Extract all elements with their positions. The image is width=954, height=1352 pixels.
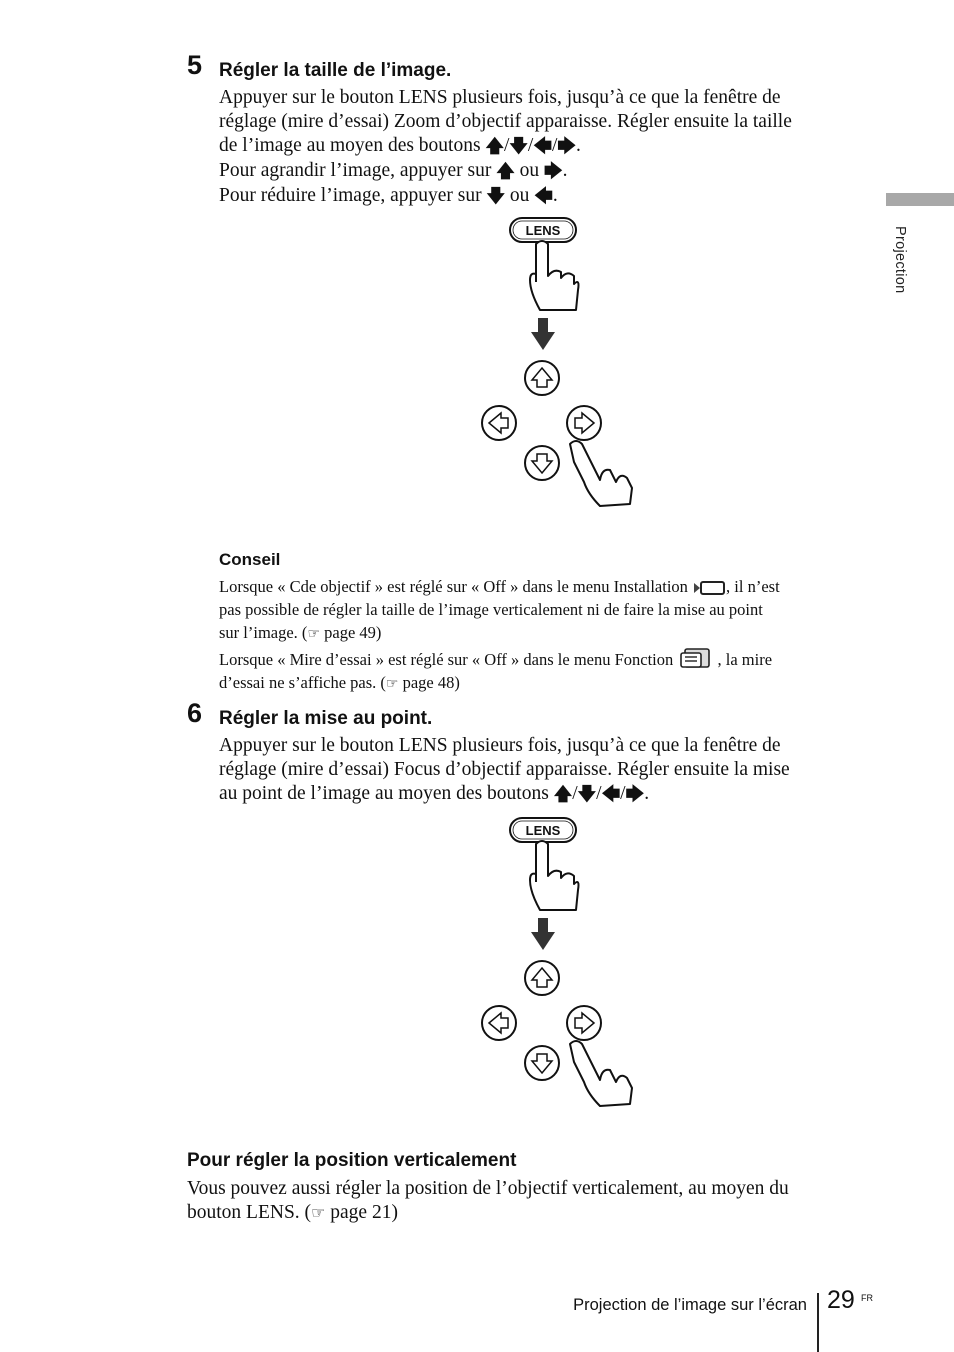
text-span: de l’image au moyen des boutons <box>219 135 481 156</box>
arrow-up-icon: 🡅 <box>485 136 504 157</box>
lens-button <box>510 818 576 842</box>
arrow-down-icon: 🡇 <box>577 784 597 805</box>
arrow-down-icon: 🡇 <box>486 186 506 207</box>
language-code: FR <box>861 1293 873 1303</box>
text-span: page 48) <box>398 673 460 692</box>
text-line: réglage (mire d’essai) Focus d’objectif apparaisse. Régler ensuite la mise <box>219 759 790 780</box>
arrow-right-icon: 🡆 <box>625 784 645 805</box>
side-tab-marker <box>886 193 954 206</box>
tip-heading: Conseil <box>219 550 281 569</box>
text-span: Pour réduire l’image, appuyer sur <box>219 185 482 206</box>
pointing-hand-icon <box>570 1041 632 1106</box>
footer-divider <box>817 1293 819 1352</box>
step-number: 6 <box>187 698 203 728</box>
pointing-hand-icon <box>570 441 632 506</box>
text-span: , il n’est <box>726 577 780 596</box>
lens-button-label: LENS <box>525 823 561 838</box>
text-span: , la mire <box>717 650 773 669</box>
text-line: de l’image au moyen des boutons 🡅/🡇/🡄/🡆. <box>219 135 581 157</box>
text-span: au point de l’image au moyen des boutons <box>219 783 549 804</box>
pointing-finger-icon: ☞ <box>385 676 399 692</box>
text-line: Pour réduire l’image, appuyer sur 🡇 ou 🡄. <box>219 185 558 207</box>
text-line: réglage (mire d’essai) Zoom d’objectif apparaisse. Régler ensuite la taille <box>219 111 792 132</box>
pointing-finger-icon: ☞ <box>311 1203 326 1222</box>
text-line <box>219 575 780 598</box>
text-span: bouton LENS. ( <box>187 1202 312 1223</box>
arrow-left-icon: 🡄 <box>534 186 553 207</box>
pointing-finger-icon: ☞ <box>307 626 320 642</box>
lens-zoom-diagram <box>470 212 650 512</box>
pointing-hand-icon <box>530 241 579 310</box>
arrow-right-icon: 🡆 <box>544 161 563 182</box>
footer-section-title: Projection de l’image sur l’écran <box>573 1296 807 1314</box>
arrow-up-icon: 🡅 <box>553 784 573 805</box>
section-heading: Pour régler la position verticalement <box>187 1150 517 1171</box>
lens-button-label: LENS <box>525 223 561 238</box>
text-span: Pour agrandir l’image, appuyer sur <box>219 160 492 181</box>
tip-paragraph <box>219 575 780 696</box>
function-menu-icon <box>677 646 713 670</box>
installation-menu-icon <box>692 579 726 597</box>
text-line <box>187 1201 789 1225</box>
down-arrow-icon <box>531 318 555 350</box>
text-line: Vous pouvez aussi régler la position de l’objectif verticalement, au moyen du <box>187 1178 789 1199</box>
lens-button <box>510 218 576 242</box>
arrow-up-icon: 🡅 <box>496 161 515 182</box>
arrow-left-icon: 🡄 <box>533 136 552 157</box>
step-number: 5 <box>187 50 203 80</box>
side-section-label: Projection <box>892 226 908 294</box>
text-span: ou <box>509 185 530 206</box>
text-line <box>219 671 780 696</box>
lens-focus-diagram <box>470 812 650 1112</box>
arrow-left-icon: 🡄 <box>601 784 621 805</box>
text-span: sur l’image. ( <box>219 623 308 642</box>
text-line <box>219 646 780 671</box>
step-paragraph <box>219 86 792 209</box>
text-line <box>219 621 780 646</box>
text-line: Appuyer sur le bouton LENS plusieurs fois, jusqu’à ce que la fenêtre de <box>219 735 781 756</box>
text-span: d’essai ne s’affiche pas. ( <box>219 673 386 692</box>
text-span: Lorsque « Cde objectif » est réglé sur « Off » dans le menu Installation <box>219 577 688 596</box>
text-line: pas possible de régler la taille de l’image verticalement ni de faire la mise au point <box>219 600 763 619</box>
step-paragraph <box>219 734 790 807</box>
text-line: Pour agrandir l’image, appuyer sur 🡅 ou 🡆. <box>219 160 568 182</box>
step-title: Régler la taille de l’image. <box>219 60 452 81</box>
arrow-right-icon: 🡆 <box>557 136 576 157</box>
text-line: Appuyer sur le bouton LENS plusieurs fois, jusqu’à ce que la fenêtre de <box>219 87 781 108</box>
step-title: Régler la mise au point. <box>219 708 433 729</box>
arrow-down-icon: 🡇 <box>509 136 528 157</box>
text-span: ou <box>519 160 540 181</box>
section-paragraph <box>187 1177 789 1225</box>
text-span: page 49) <box>320 623 382 642</box>
page-number: 29 <box>827 1286 855 1314</box>
down-arrow-icon <box>531 918 555 950</box>
pointing-hand-icon <box>530 841 579 910</box>
text-span: page 21) <box>325 1202 398 1223</box>
text-span: Lorsque « Mire d’essai » est réglé sur « Off » dans le menu Fonction <box>219 650 674 669</box>
text-line: au point de l’image au moyen des boutons 🡅/🡇/🡄/🡆. <box>219 783 650 805</box>
